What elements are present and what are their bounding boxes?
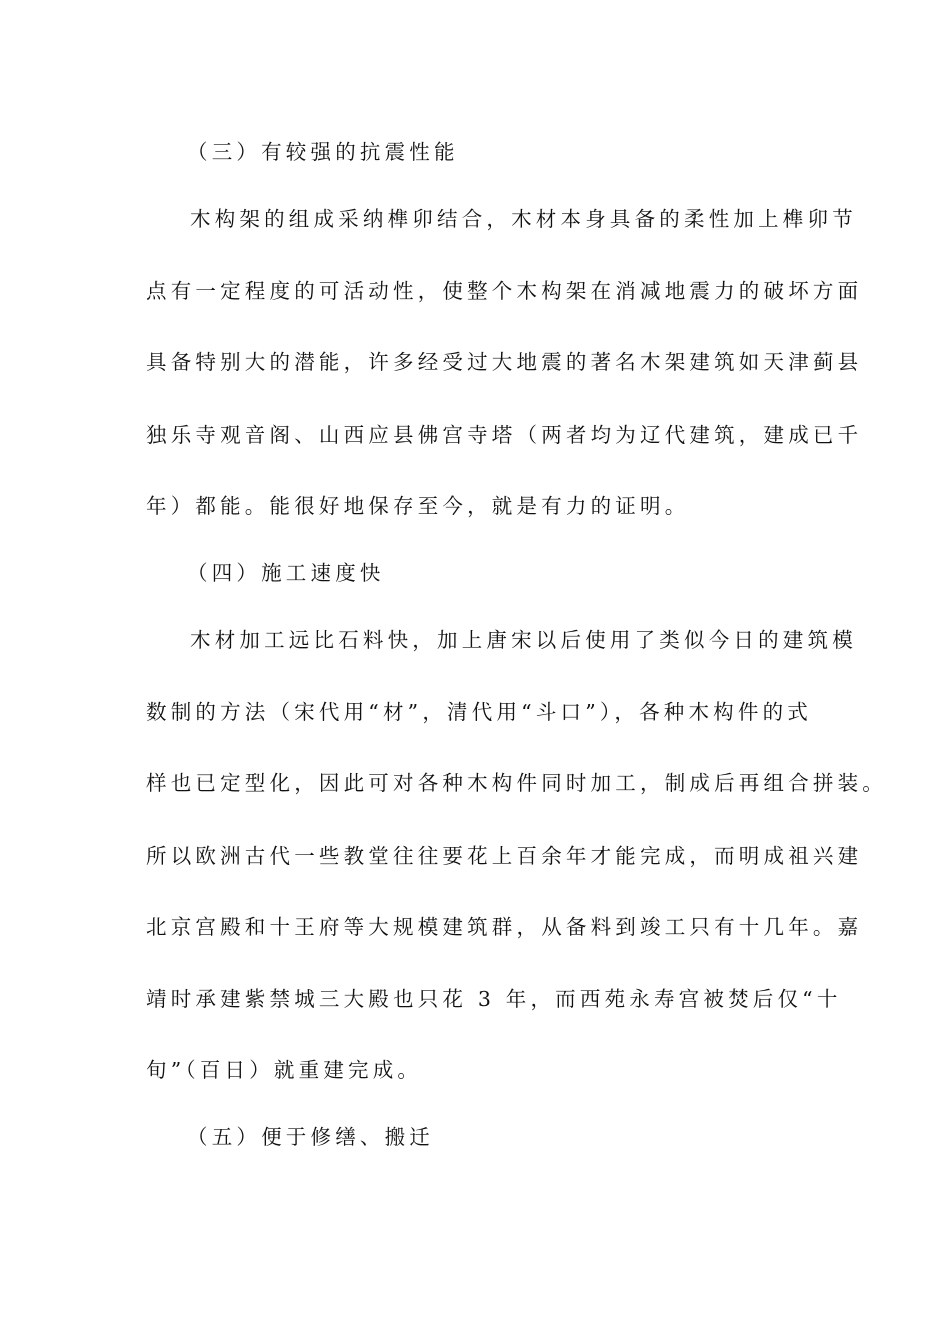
paragraph-line: 数制的方法（宋代用“材”，清代用“斗口”），各种木构件的式	[146, 700, 812, 724]
paragraph-line: 木构架的组成采纳榫卯结合，木材本身具备的柔性加上榫卯节	[190, 207, 857, 231]
paragraph-line: 木材加工远比石料快，加上唐宋以后使用了类似今日的建筑模	[190, 628, 857, 652]
section-heading-5: （五）便于修缮、搬迁	[187, 1125, 434, 1149]
paragraph-line: 具备特别大的潜能，许多经受过大地震的著名木架建筑如天津蓟县	[146, 350, 863, 374]
paragraph-line: 所以欧洲古代一些教堂往往要花上百余年才能完成，而明成祖兴建	[146, 844, 863, 868]
paragraph-line: 北京宫殿和十王府等大规模建筑群，从备料到竣工只有十几年。嘉	[146, 915, 863, 939]
paragraph-line: 样也已定型化，因此可对各种木构件同时加工，制成后再组合拼装。	[146, 771, 887, 795]
paragraph-line: 旬”（百日）就重建完成。	[146, 1058, 423, 1082]
section-heading-3: （三）有较强的抗震性能	[187, 140, 459, 164]
paragraph-line: 年）都能。能很好地保存至今，就是有力的证明。	[146, 494, 690, 518]
paragraph-line: 独乐寺观音阁、山西应县佛宫寺塔（两者均为辽代建筑，建成已千	[146, 423, 863, 447]
paragraph-line: 靖时承建紫禁城三大殿也只花 3 年，而西苑永寿宫被焚后仅“十	[146, 987, 842, 1011]
section-heading-4: （四）施工速度快	[187, 561, 385, 585]
paragraph-line: 点有一定程度的可活动性，使整个木构架在消减地震力的破坏方面	[146, 279, 863, 303]
